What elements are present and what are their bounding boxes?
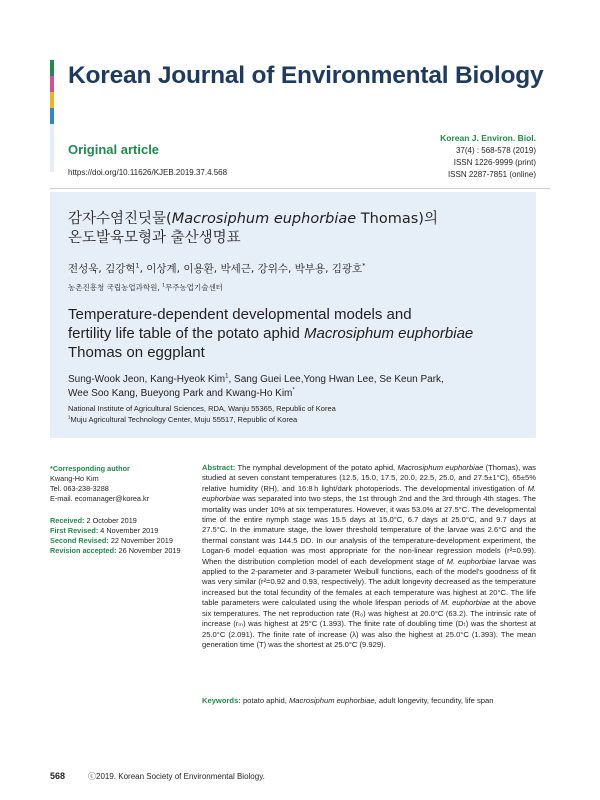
abstract-label: Abstract: [202, 463, 236, 472]
issn-online: ISSN 2287-7851 (online) [447, 170, 536, 179]
copyright: ⓒ2019. Korean Society of Environmental Biology. [88, 772, 265, 781]
history-received: Received: 2 October 2019 [50, 516, 137, 525]
header-divider [50, 188, 550, 189]
history-second-revised: Second Revised: 22 November 2019 [50, 536, 173, 545]
journal-title: Korean Journal of Environmental Biology [68, 62, 544, 89]
journal-color-bar [50, 60, 54, 180]
english-title: Temperature-dependent developmental models and fertility life table of the potato aphid Macrosiphum euphorbiae Thomas on eggplant [68, 306, 474, 361]
history-first-revised: First Revised: 4 November 2019 [50, 526, 159, 535]
korean-affiliation: 농촌진흥청 국립농업과학원, $^1$무주농업기술센터 [68, 283, 223, 292]
page-number: 568 [50, 771, 66, 781]
history-accepted: Revision accepted: 26 November 2019 [50, 546, 181, 555]
doi-link[interactable]: https://doi.org/10.11626/KJEB.2019.37.4.568 [68, 168, 228, 177]
volume-pages: 37(4) : 568-578 (2019) [455, 146, 536, 155]
abstract: Abstract: The nymphal development of the potato aphid, Macrosiphum euphorbiae (Thomas), was studied at seven constant temperatures (12.5, 15.0, 17.5, 20.0, 22.5, 25.0, and 27.5±1°C), 65±5% relative humidity (RH), and 16:8 h light/dark photoperiods. The developmental investigation of M. euphorbiae was separated into two steps, the 1st through 2nd and the 3rd through 4th stages. The mortality was under 10% at six temperatures. However, it was 53.0% at 27.5°C. The developmental time of the entire nymph stage was 15.5 days at 15.0°C, 6.7 days at 25.0°C, and 9.7 days at 27.5°C. In the immature stage, the lower threshold temperature of the larvae was 2.6°C and the thermal constant was 144.5 DD. In our analysis of the temperature-development experiment, the Logan-6 model equation was most appropriate for the non-linear regression models (r²=0.99). When the distribution completion model of each development stage of M. euphorbiae larvae was applied to the 2-parameter and 3-parameter Weibull functions, each of the model’s goodness of fit was very similar (r²=0.92 and 0.93, respectively). The adult longevity decreased as the temperature increased but the total fecundity of the females at each temperature was highest at 20°C. The life table parameters were calculated using the whole lifespan periods of M. euphorbiae at the above six temperatures. The net reproduction rate (R₀) was highest at 20.0°C (63.2). The intrinsic rate of increase (rₘ) was highest at 25°C (1.393). The finite rate of doubling time (Dₜ) was the shortest at 25.0°C (2.091). The finite rate of increase (λ) was also the highest at 25.0°C (1.393). The mean generation time (T) was the shortest at 25.0°C (9.929). [202, 463, 536, 649]
corresponding-author-name: Kwang-Ho Kim [50, 474, 99, 483]
korean-authors: 전성욱, 김강혁$^1$, 이상계, 이용환, 박세근, 강위수, 박부용, 김광호* [68, 262, 366, 275]
correspondence-block [50, 464, 190, 556]
article-type: Original article [68, 142, 160, 157]
keywords: Keywords: potato aphid, Macrosiphum euphorbiae, adult longevity, fecundity, life span [202, 696, 494, 705]
corresponding-author-tel: Tel. 063-238-3288 [50, 484, 109, 493]
english-affiliation: National Institute of Agricultural Sciences, RDA, Wanju 55365, Republic of Korea $^1$Muju Agricultural Technology Center, Muju 55517, Republic of Korea [68, 404, 336, 424]
korean-title: 감자수염진딧물(Macrosiphum euphorbiae Thomas)의 온도발육모형과 출산생명표 [68, 211, 438, 246]
english-authors: Sung-Wook Jeon, Kang-Hyeok Kim$^1$, Sang Guei Lee,Yong Hwan Lee, Se Keun Park, Wee Soo Kang, Bueyong Park and Kwang-Ho Kim* [68, 373, 444, 399]
journal-abbreviation: Korean J. Environ. Biol. [440, 133, 536, 143]
issn-print: ISSN 1226-9999 (print) [453, 158, 536, 167]
journal-meta [440, 132, 536, 181]
corresponding-author-email[interactable]: E-mail. ecomanager@korea.kr [50, 494, 150, 503]
corresponding-author-label: *Corresponding author [50, 464, 130, 473]
keywords-label: Keywords: [202, 696, 241, 705]
